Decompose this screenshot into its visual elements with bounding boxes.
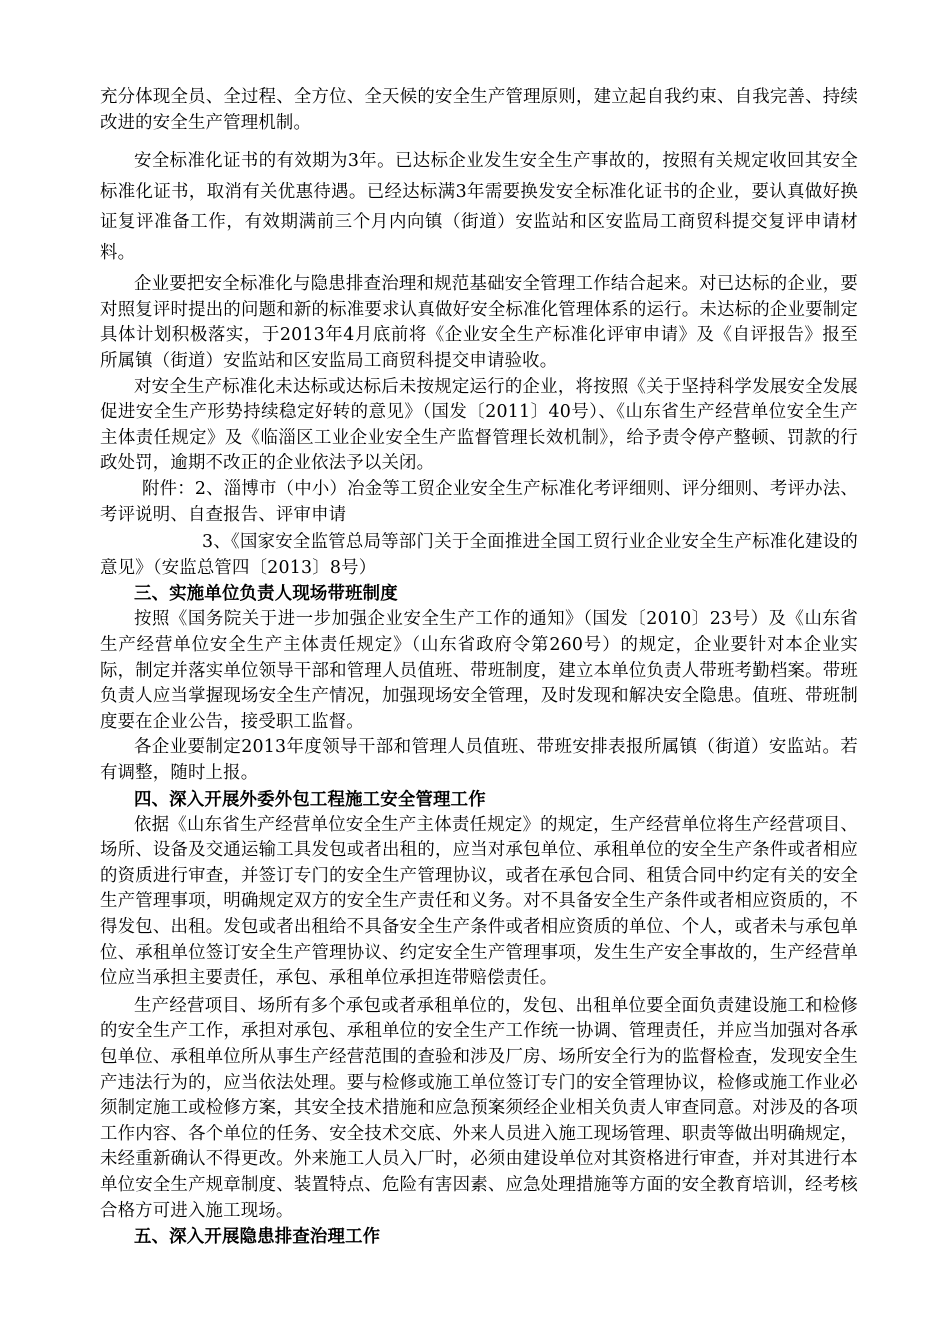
attachment-item-3: 3、《国家安全监管总局等部门关于全面推进全国工贸行业企业安全生产标准化建设的意见》（安监总管四〔2013〕8号） [100, 532, 858, 578]
document-page [100, 84, 858, 1250]
paragraph-penalties: 对安全生产标准化未达标或达标后未按规定运行的企业，将按照《关于坚持科学发展安全发展促进安全生产形势持续稳定好转的意见》（国发〔2011〕40号）、《山东省生产经营单位安全生产主体责任规定》及《临淄区工业企业安全生产监督管理长效机制》，给予责令停产整顿、罚款的行政处罚，逾期不改正的企业依法予以关闭。 [100, 376, 858, 474]
section-heading-5: 五、深入开展隐患排查治理工作 [134, 1227, 381, 1248]
paragraph-shift-schedule: 各企业要制定2013年度领导干部和管理人员值班、带班安排表报所属镇（街道）安监站。若有调整，随时上报。 [100, 737, 858, 783]
section-heading-3: 三、实施单位负责人现场带班制度 [134, 584, 398, 605]
section-heading-4: 四、深入开展外委外包工程施工安全管理工作 [134, 789, 486, 810]
paragraph-standardization-integration: 企业要把安全标准化与隐患排查治理和规范基础安全管理工作结合起来。对已达标的企业，要对照复评时提出的问题和新的标准要求认真做好安全标准化管理体系的运行。未达标的企业要制定具体计划积极落实，于2013年4月底前将《企业安全生产标准化评审申请》及《自评报告》报至所属镇（街道）安监站和区安监局工商贸科提交申请验收。 [100, 274, 858, 371]
paragraph-continuation: 充分体现全员、全过程、全方位、全天候的安全生产管理原则，建立起自我约束、自我完善、持续改进的安全生产管理机制。 [100, 87, 858, 134]
attachment-item-2: 附件：2、淄博市（中小）冶金等工贸企业安全生产标准化考评细则、评分细则、考评办法、考评说明、自查报告、评审申请 [100, 478, 858, 525]
paragraph-outsourcing-rules: 依据《山东省生产经营单位安全生产主体责任规定》的规定，生产经营单位将生产经营项目、场所、设备及交通运输工具发包或者出租的，应当对承包单位、承租单位的安全生产条件或者相应的资质进行审查，并签订专门的安全生产管理协议，或者在承包合同、租赁合同中约定有关的安全生产管理事项，明确规定双方的安全生产责任和义务。对不具备安全生产条件或者相应资质的，不得发包、出租。发包或者出租给不具备安全生产条件或者相应资质的单位、个人，或者未与承包单位、承租单位签订安全生产管理协议、约定安全生产管理事项，发生生产安全事故的，生产经营单位应当承担主要责任，承包、承租单位承担连带赔偿责任。 [100, 814, 858, 989]
paragraph-contractor-management: 生产经营项目、场所有多个承包或者承租单位的，发包、出租单位要全面负责建设施工和检修的安全生产工作，承担对承包、承租单位的安全生产工作统一协调、管理责任，并应当加强对各承包单位、承租单位所从事生产经营范围的查验和涉及厂房、场所安全行为的监督检查，发现安全生产违法行为的，应当依法处理。要与检修或施工单位签订专门的安全管理协议，检修或施工作业必须制定施工或检修方案，其安全技术措施和应急预案须经企业相关负责人审查同意。对涉及的各项工作内容、各个单位的任务、安全技术交底、外来人员进入施工现场管理、职责等做出明确规定，未经重新确认不得更改。外来施工人员入厂时，必须由建设单位对其资格进行审查，并对其进行本单位安全生产规章制度、装置特点、危险有害因素、应急处理措施等方面的安全教育培训，经考核合格方可进入施工现场。 [100, 995, 858, 1221]
paragraph-certificate-validity: 安全标准化证书的有效期为3年。已达标企业发生安全生产事故的，按照有关规定收回其安全标准化证书，取消有关优惠待遇。已经达标满3年需要换发安全标准化证书的企业，要认真做好换证复评准备工作，有效期满前三个月内向镇（街道）安监站和区安监局工商贸科提交复评申请材料。 [100, 151, 858, 263]
paragraph-shift-leadership: 按照《国务院关于进一步加强企业安全生产工作的通知》（国发〔2010〕23号）及《山东省生产经营单位安全生产主体责任规定》（山东省政府令第260号）的规定，企业要针对本企业实际，制定并落实单位领导干部和管理人员值班、带班制度，建立本单位负责人带班考勤档案。带班负责人应当掌握现场安全生产情况，加强现场安全管理，及时发现和解决安全隐患。值班、带班制度要在企业公告，接受职工监督。 [100, 609, 858, 732]
